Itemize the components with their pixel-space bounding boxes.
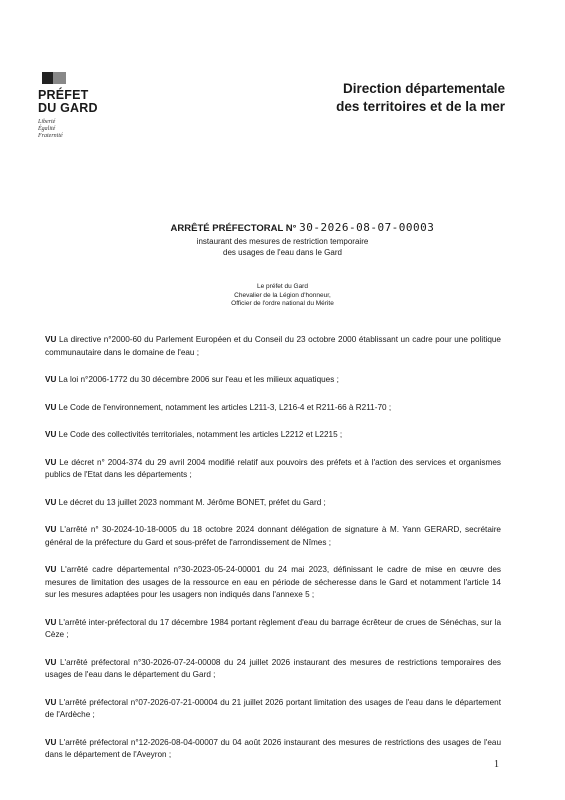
prefet-du-gard-logo bbox=[38, 70, 98, 140]
vu-keyword: VU bbox=[45, 430, 57, 439]
page-number: 1 bbox=[494, 759, 499, 770]
arrete-subtitle bbox=[0, 236, 565, 258]
vu-text: Le décret n° 2004-374 du 29 avril 2004 modifié relatif aux pouvoirs des préfets et à l'action des services et organismes publics de l'Etat dans les départements ; bbox=[45, 457, 501, 479]
motto-egalite: Égalité bbox=[38, 126, 56, 132]
vu-list bbox=[45, 334, 501, 777]
vu-item bbox=[45, 334, 501, 359]
logo-title-line1: PRÉFET bbox=[38, 88, 89, 102]
motto-liberte: Liberté bbox=[38, 119, 56, 125]
arrete-subtitle-line1: instaurant des mesures de restriction temporaire bbox=[196, 237, 369, 246]
vu-text: L'arrêté préfectoral n°30-2026-07-24-00008 du 24 juillet 2026 instaurant des mesures de restrictions temporaires des usages de l'eau dans le département du Gard ; bbox=[45, 657, 501, 679]
prefet-titles bbox=[0, 283, 565, 309]
vu-item bbox=[45, 497, 501, 510]
vu-keyword: VU bbox=[45, 402, 57, 412]
logo-title bbox=[38, 89, 98, 115]
arrete-number: 30-2026-08-07-00003 bbox=[299, 221, 435, 234]
vu-keyword: VU bbox=[45, 525, 57, 534]
logo-title-line2: DU GARD bbox=[38, 101, 98, 115]
vu-item bbox=[45, 564, 501, 602]
vu-keyword: VU bbox=[45, 617, 57, 627]
vu-text: L'arrêté n° 30-2024-10-18-0005 du 18 octobre 2024 donnant délégation de signature à M. Yann GERARD, secrétaire général de la préfecture du Gard et sous-préfet de l'arrondissement de Nîmes ; bbox=[45, 525, 501, 547]
arrete-label: ARRÊTÉ PRÉFECTORAL N° bbox=[170, 223, 297, 234]
arrete-header bbox=[0, 221, 565, 258]
vu-item bbox=[45, 374, 501, 387]
vu-text: L'arrêté préfectoral n°12-2026-08-04-00007 du 04 août 2026 instaurant des mesures de restrictions des usages de l'eau dans le département de l'Aveyron ; bbox=[45, 737, 502, 759]
motto-fraternite: Fraternité bbox=[38, 133, 63, 139]
prefet-line2: Chevalier de la Légion d'honneur, bbox=[234, 291, 331, 299]
vu-text: La directive n°2000-60 du Parlement Européen et du Conseil du 23 octobre 2000 établissant un cadre pour une politique communautaire dans le domaine de l'eau ; bbox=[45, 335, 501, 357]
vu-text: L'arrêté cadre départemental n°30-2023-05-24-00001 du 24 mai 2023, définissant le cadre de mise en œuvre des mesures de limitation des usages de la ressource en eau en période de sécheresse dans le Gard et notamment l'article 14 sur les mesures adaptées pour les usagers non indiqués dans l'annexe 5 ; bbox=[45, 565, 502, 599]
direction-heading bbox=[336, 80, 505, 116]
vu-text: Le Code des collectivités territoriales, notamment les articles L2212 et L2215 ; bbox=[58, 430, 343, 439]
vu-item bbox=[45, 402, 501, 415]
vu-text: L'arrêté préfectoral n°07-2026-07-21-00004 du 21 juillet 2026 portant limitation des usages de l'eau dans le département de l'Ardèche ; bbox=[45, 697, 501, 719]
vu-item bbox=[45, 737, 501, 762]
marianne-icon bbox=[42, 70, 68, 86]
vu-keyword: VU bbox=[45, 457, 57, 467]
prefet-line1: Le préfet du Gard bbox=[257, 283, 308, 290]
vu-item bbox=[45, 429, 501, 442]
arrete-subtitle-line2: des usages de l'eau dans le Gard bbox=[223, 248, 342, 257]
vu-keyword: VU bbox=[45, 737, 57, 747]
vu-keyword: VU bbox=[45, 657, 57, 667]
vu-keyword: VU bbox=[45, 375, 57, 384]
vu-keyword: VU bbox=[45, 697, 57, 707]
vu-item bbox=[45, 524, 501, 549]
vu-text: Le décret du 13 juillet 2023 nommant M. Jérôme BONET, préfet du Gard ; bbox=[58, 497, 326, 507]
vu-item bbox=[45, 617, 501, 642]
vu-keyword: VU bbox=[45, 497, 57, 507]
vu-text: Le Code de l'environnement, notamment les articles L211-3, L216-4 et R211-66 à R211-70 ; bbox=[58, 402, 392, 412]
vu-keyword: VU bbox=[45, 335, 57, 344]
vu-text: L'arrêté inter-préfectoral du 17 décembre 1984 portant règlement d'eau du barrage écrêteur de crues de Sénéchas, sur la Cèze ; bbox=[45, 617, 501, 639]
arrete-title bbox=[20, 221, 565, 234]
direction-line1: Direction départementale bbox=[342, 81, 505, 96]
republic-motto bbox=[38, 119, 98, 140]
vu-item bbox=[45, 697, 501, 722]
vu-item bbox=[45, 457, 501, 482]
vu-text: La loi n°2006-1772 du 30 décembre 2006 sur l'eau et les milieux aquatiques ; bbox=[58, 375, 339, 384]
direction-line2: des territoires et de la mer bbox=[336, 99, 505, 114]
vu-keyword: VU bbox=[45, 565, 57, 574]
vu-item bbox=[45, 657, 501, 682]
prefet-line3: Officier de l'ordre national du Mérite bbox=[231, 300, 334, 307]
